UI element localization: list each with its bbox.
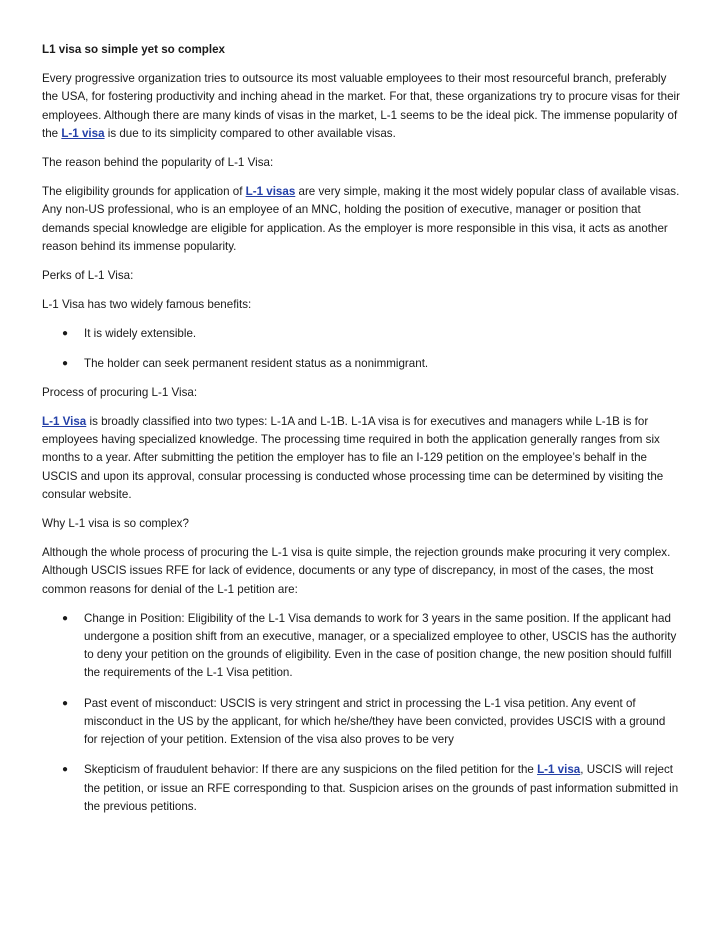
complex-heading: Why L-1 visa is so complex? <box>42 517 189 531</box>
denial-reasons-list <box>42 610 680 816</box>
bullet-icon: ● <box>62 697 69 709</box>
list-item <box>42 325 680 343</box>
eligibility-text-end: are very simple, making it the most widely popular class of available visas. Any non-US professional, who is an employee of an MNC, holding the position of executive, manager or position that demands special knowledge are eligible for application. As the employer is more responsible in this visa, it acts as another reason behind its immense popularity. <box>42 185 680 253</box>
bullet-icon: ● <box>62 357 69 369</box>
bullet-icon: ● <box>62 328 69 340</box>
bullet-icon: ● <box>62 764 69 776</box>
l1-visa-process-link[interactable]: L-1 Visa <box>42 415 87 429</box>
reason-fraud-text: Skepticism of fraudulent behavior: If there are any suspicions on the filed petition for the <box>84 763 538 777</box>
process-heading: Process of procuring L-1 Visa: <box>42 385 198 399</box>
l1-visa-link[interactable]: L-1 visa <box>61 126 105 140</box>
list-item <box>42 761 680 816</box>
bullet-icon: ● <box>62 612 69 624</box>
reason-position: Change in Position: Eligibility of the L-1 Visa demands to work for 3 years in the same position. If the applicant had undergone a position shift from an executive, manager, or a specialized employee to other, USCIS has the authority to deny your petition on the grounds of eligibility. Even in the case of position change, the new position should fulfill the requirements of the L-1 Visa petition. <box>84 611 677 680</box>
benefits-intro: L-1 Visa has two widely famous benefits: <box>42 298 252 312</box>
l1-visas-link[interactable]: L-1 visas <box>245 185 296 199</box>
benefit-text: It is widely extensible. <box>84 327 197 341</box>
intro-paragraph <box>42 70 680 143</box>
document-title: L1 visa so simple yet so complex <box>42 43 226 56</box>
benefit-text: The holder can seek permanent resident status as a nonimmigrant. <box>84 356 429 370</box>
reason-misconduct: Past event of misconduct: USCIS is very stringent and strict in processing the L-1 visa petition. Any event of misconduct in the US by the applicant, for which he/she/they have been convicted, provides USCIS with a ground for rejection of your petition. Extension of the visa also proves to be very <box>84 696 666 747</box>
list-item <box>42 355 680 373</box>
list-item <box>42 695 680 750</box>
perks-heading: Perks of L-1 Visa: <box>42 269 134 283</box>
l1-visa-fraud-link[interactable]: L-1 visa <box>537 763 581 777</box>
popularity-heading: The reason behind the popularity of L-1 Visa: <box>42 156 274 170</box>
intro-text-end: is due to its simplicity compared to other available visas. <box>104 126 396 140</box>
process-text: is broadly classified into two types: L-1A and L-1B. L-1A visa is for executives and managers while L-1B is for employees having specialized knowledge. The processing time required in both the application generally ranges from six months to a year. After submitting the petition the employer has to file an I-129 petition on the employee’s behalf in the USCIS and upon its approval, consular processing is conducted whose processing time can be determined by visiting the consular website. <box>42 415 664 501</box>
list-item <box>42 610 680 683</box>
benefits-list <box>42 325 680 372</box>
eligibility-paragraph <box>42 183 680 256</box>
eligibility-text: The eligibility grounds for application of <box>42 185 246 199</box>
intro-text: Every progressive organization tries to outsource its most valuable employees to their most resourceful branch, preferably the USA, for fostering productivity and inching ahead in the market. For that, these organizations try to procure visas for their employees. Although there are many kinds of visas in the market, L-1 seems to be the ideal pick. The immense popularity of the <box>42 72 680 140</box>
reason-fraud-text-end: , USCIS will reject the petition, or issue an RFE corresponding to that. Suspicion arises on the grounds of past information submitted in the previous petitions. <box>84 763 679 813</box>
process-paragraph <box>42 413 680 504</box>
complex-paragraph: Although the whole process of procuring the L-1 visa is quite simple, the rejection grounds make procuring it very complex. Although USCIS issues RFE for lack of evidence, documents or any type of discrepancy, in most of the cases, the most common reasons for denial of the L-1 petition are: <box>42 546 671 596</box>
